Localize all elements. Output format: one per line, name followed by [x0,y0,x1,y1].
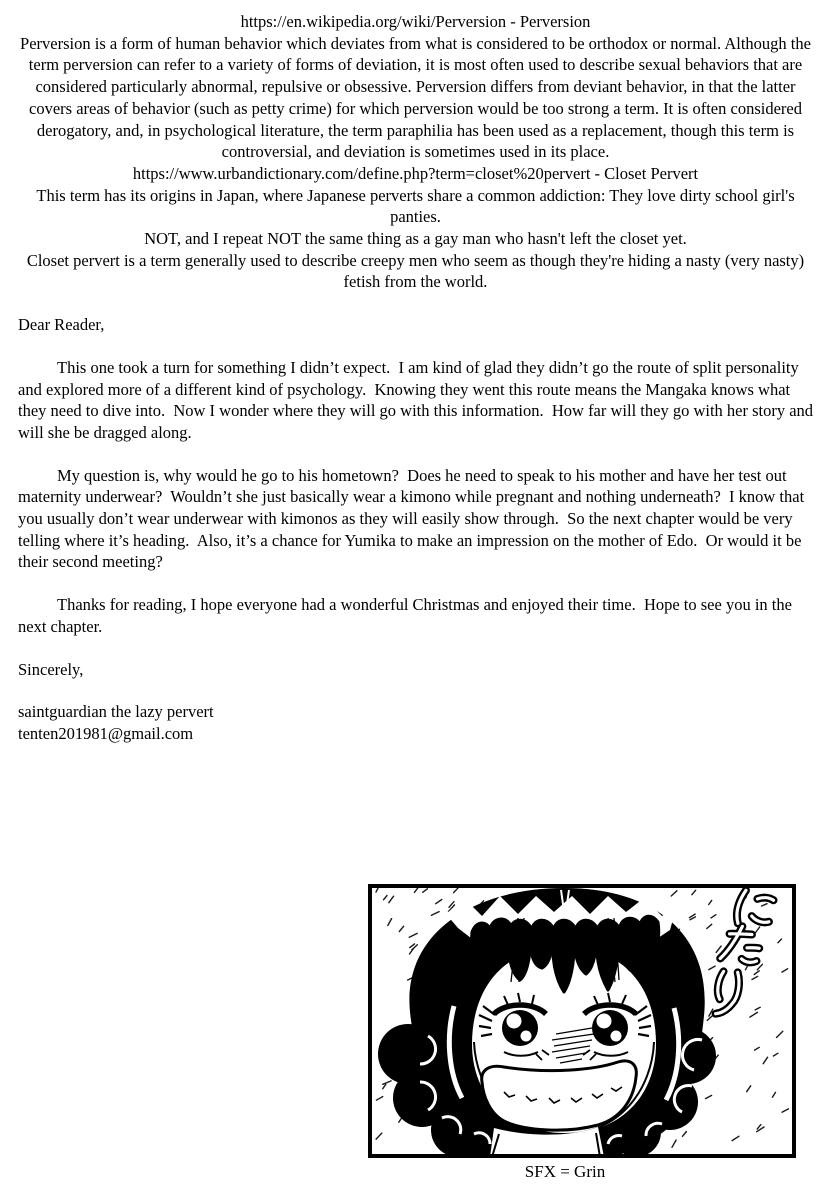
urban-definition-line: This term has its origins in Japan, where Japanese perverts share a common addiction: They love dirty school girl's panties. [36,185,795,227]
urban-definition-line: Closet pervert is a term generally used to describe creepy men who seem as though they're hiding a nasty (very nasty) fetish from the world. [26,250,805,292]
letter-paragraph: This one took a turn for something I didn’t expect. I am kind of glad they didn’t go the route of split personality and explored more of a different kind of psychology. Knowing they went this route means the Mangaka knows what they need to dive into. Now I wonder where they will go with this information. How far will they go with her story and will she be dragged along. [18,357,818,442]
signature-email: tenten201981@gmail.com [18,723,194,743]
urbandictionary-link-line: https://www.urbandictionary.com/define.php?term=closet%20pervert - Closet Pervert [132,163,699,183]
signature-name: saintguardian the lazy pervert [18,702,214,722]
grin-mouth [482,1061,637,1130]
letter-block [0,314,831,745]
wikipedia-link-line: https://en.wikipedia.org/wiki/Perversion - Perversion [240,12,591,31]
manga-panel [368,884,796,1158]
wikipedia-definition: Perversion is a form of human behavior which deviates from what is considered to be orthodox or normal. Although the term perversion can refer to a variety of forms of deviation, it is most often used to describe sexual behaviors that are considered particularly abnormal, repulsive or obsessive. Perversion differs from deviant behavior, in that the latter covers areas of behavior (such as petty crime) for which perversion would be too strong a term. It is often considered derogatory, and, in psychological literature, the term paraphilia has been used as a replacement, though this term is controversial, and deviation is sometimes used in its place. [20,33,811,162]
urban-definition-line: NOT, and I repeat NOT the same thing as a gay man who hasn't left the closet yet. [144,229,687,249]
manga-panel-illustration [368,884,796,1158]
letter-closing: Sincerely, [18,659,84,679]
letter-paragraph: Thanks for reading, I hope everyone had a wonderful Christmas and enjoyed their time. Hope to see you in the next chapter. [18,595,797,636]
sfx-caption: SFX = Grin [524,1162,606,1181]
letter-salutation: Dear Reader, [18,315,105,335]
definitions-block [0,0,831,293]
letter-paragraph: My question is, why would he go to his hometown? Does he need to speak to his mother and have her test out maternity underwear? Wouldn’t she just basically wear a kimono while pregnant and nothing underneath? I know that you usually don’t wear underwear with kimonos as they will easily show through. So the next chapter would be very telling where it’s heading. Also, it’s a chance for Yumika to make an impression on the mother of Edo. Or would it be their second meeting? [18,465,809,572]
